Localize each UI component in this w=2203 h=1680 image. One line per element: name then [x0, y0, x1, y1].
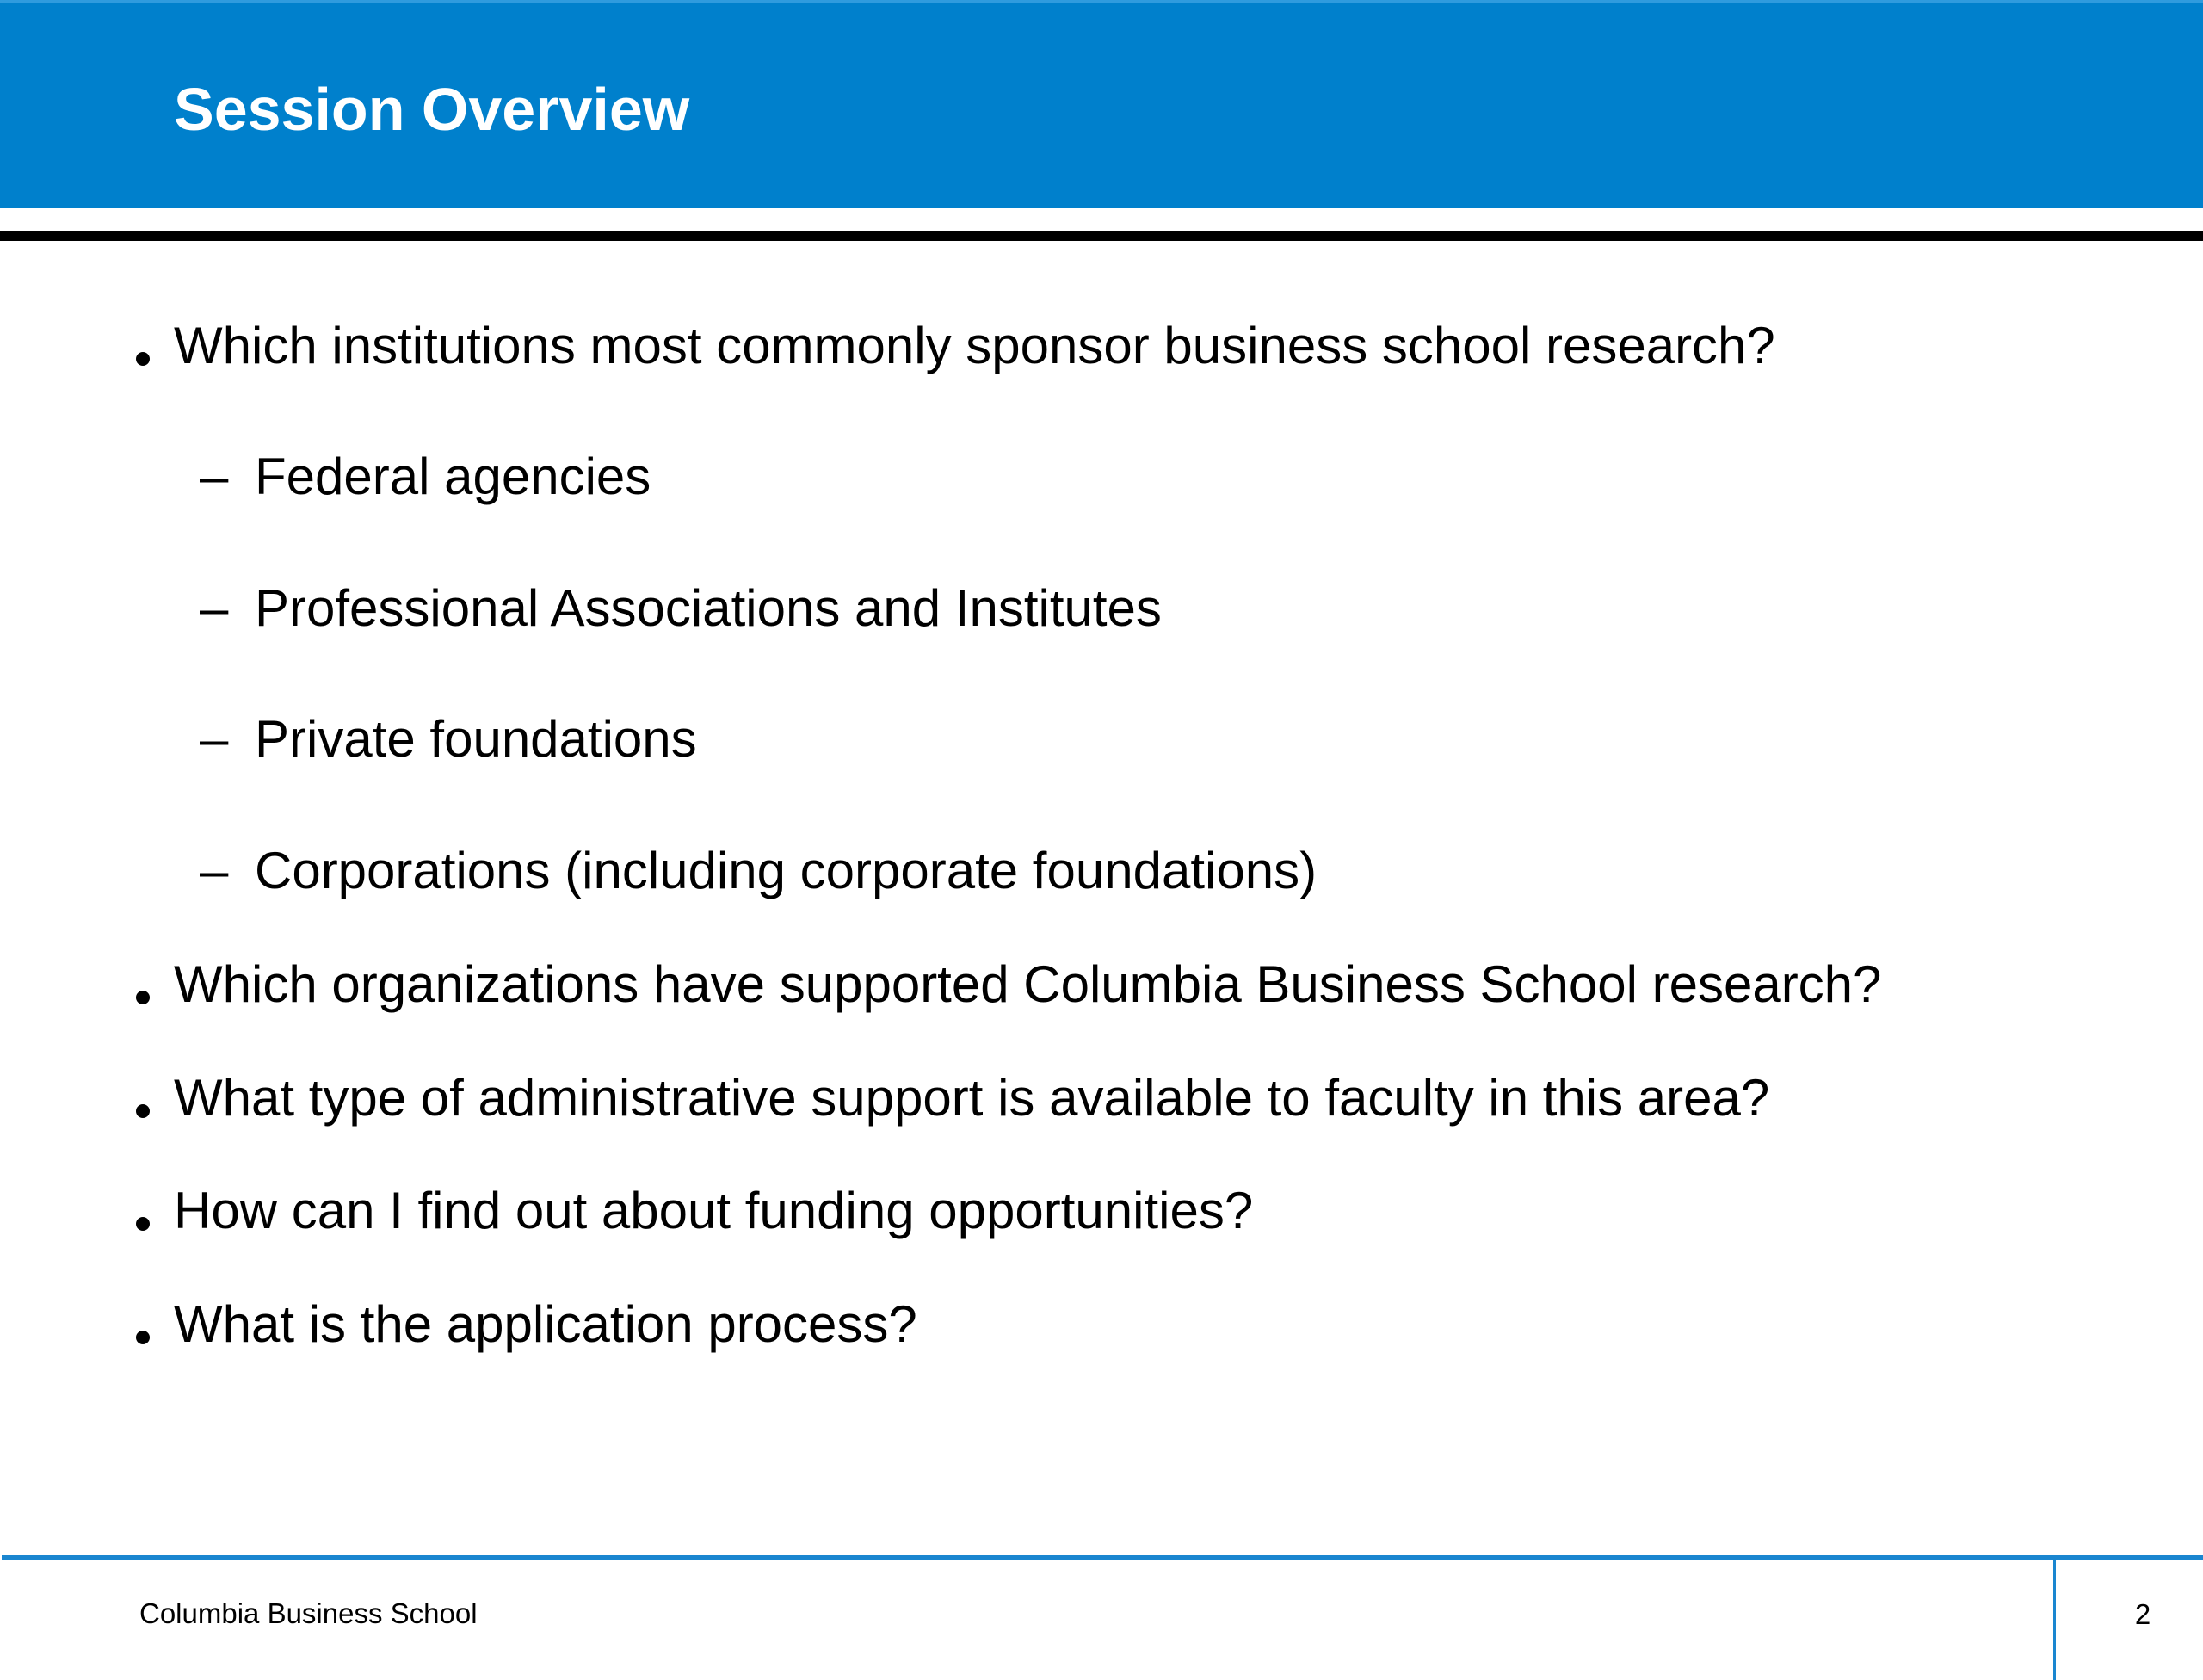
sub-bullet-marker: –: [200, 448, 229, 505]
bullet-text: Which organizations have supported Columbia Business School research?: [174, 955, 1882, 1013]
sub-bullet-marker: –: [200, 842, 229, 899]
sub-bullet-text: Corporations (including corporate foundations): [255, 842, 1317, 899]
title-banner: [0, 0, 2203, 208]
sub-bullet-text: Professional Associations and Institutes: [255, 579, 1162, 637]
bullet-text: How can I find out about funding opportunities?: [174, 1182, 1254, 1239]
footer-divider: [2, 1555, 2203, 1560]
bullet-text: Which institutions most commonly sponsor business school research?: [174, 317, 1775, 374]
footer-organization: Columbia Business School: [139, 1597, 478, 1629]
sub-bullet-text: Federal agencies: [255, 448, 651, 505]
sub-bullet-marker: –: [200, 579, 229, 637]
sub-bullet-marker: –: [200, 710, 229, 768]
sub-bullet-text: Private foundations: [255, 710, 697, 768]
slide-title: Session Overview: [174, 76, 690, 143]
bullet-text: What type of administrative support is available to faculty in this area?: [174, 1069, 1770, 1127]
footer-vertical-divider: [2053, 1560, 2056, 1680]
title-divider: [0, 231, 2203, 241]
page-number: 2: [2134, 1598, 2151, 1630]
bullet-text: What is the application process?: [174, 1295, 917, 1353]
